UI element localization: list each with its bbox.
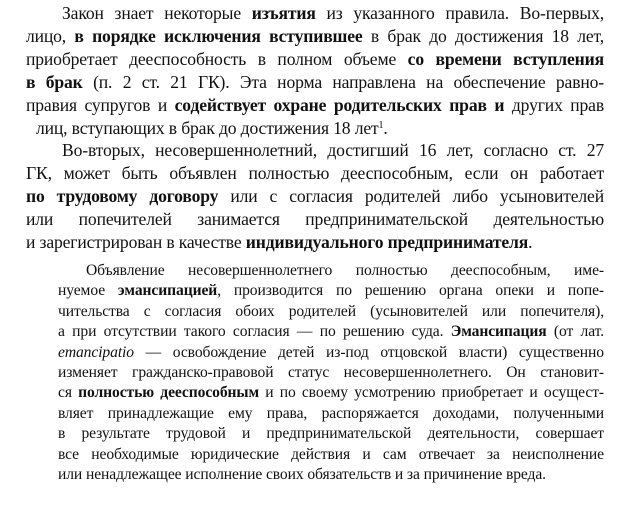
text-run: чительства с согласия обоих родителей (усыновителей или попечителя), — [58, 302, 604, 320]
text-line — [26, 185, 604, 208]
bold-term: изъятия — [251, 3, 316, 23]
footnote-marker: 1 — [378, 119, 384, 131]
text-run: — освобождение детей из-под отцовской власти) существенно — [134, 343, 604, 361]
bold-term: со времени вступления — [407, 48, 605, 69]
text-line — [26, 162, 604, 185]
bold-term: Эмансипация — [450, 323, 547, 341]
bold-term: в порядке исключения вступившее — [74, 25, 363, 46]
text-run: в брак до достижения 18 лет, — [362, 25, 604, 46]
text-line — [26, 139, 604, 162]
text-line — [26, 208, 604, 231]
text-run: а при отсутствии такого согласия — по решению суда. — [58, 323, 451, 341]
text-run: в результате трудовой и предпринимательской деятельности, совершает — [58, 425, 604, 443]
text-run: Во-вторых, несовершеннолетний, достигший 16 лет, согласно ст. 27 — [62, 140, 604, 161]
text-line — [26, 25, 604, 48]
text-line — [58, 261, 604, 281]
text-run: нуемое — [58, 282, 118, 300]
text-line — [58, 445, 604, 465]
text-line — [58, 383, 604, 403]
text-run: и по своему усмотрению приобретает и осущест- — [259, 384, 604, 402]
bold-term: в брак — [26, 71, 83, 92]
text-line — [58, 302, 604, 322]
text-line — [26, 117, 604, 140]
text-run: или ненадлежащее исполнение своих обязательств и за причинение вреда. — [58, 466, 546, 484]
text-run: ся — [58, 384, 79, 402]
text-line — [26, 2, 604, 25]
text-run: (от лат. — [546, 323, 604, 341]
text-run: Закон знает некоторые — [62, 3, 252, 23]
text-run: и зарегистрирован в качестве — [26, 232, 246, 253]
italic-term: emancipatio — [58, 343, 134, 361]
text-run: правия супругов и — [26, 94, 175, 115]
main-text-block — [26, 2, 604, 254]
text-run: из указанного правила. Во-первых, — [315, 3, 604, 23]
text-run: все необходимые юридические действия и сам отвечает за неисполнение — [58, 445, 604, 463]
bold-term: полностью дееспособным — [78, 384, 260, 402]
text-run: или с согласия родителей либо усыновителей — [218, 186, 604, 207]
text-run: или попечителей занимается предпринимательской деятельностью — [26, 209, 604, 230]
text-line — [58, 322, 604, 342]
text-run: других прав — [504, 94, 604, 115]
text-line — [58, 281, 604, 301]
text-line — [26, 48, 604, 71]
text-run: изменяет гражданско-правовой статус несовершеннолетнего. Он становит- — [58, 364, 604, 382]
text-line — [58, 343, 604, 363]
bold-term: индивидуального предпринимателя — [245, 232, 529, 253]
text-line — [26, 231, 604, 254]
text-line — [58, 363, 604, 383]
text-run: лицо, — [26, 25, 75, 46]
text-run: приобретает дееспособность в полном объеме — [26, 48, 408, 69]
text-run: лиц, вступающих в брак до достижения 18 лет — [36, 117, 379, 138]
text-line — [58, 424, 604, 444]
text-run: . — [528, 232, 533, 253]
text-line — [58, 465, 604, 485]
text-line — [26, 94, 604, 117]
text-run: . — [383, 117, 388, 138]
text-run: (п. 2 ст. 21 ГК). Эта норма направлена на обеспечение равно- — [82, 71, 604, 92]
bold-term: эмансипацией — [117, 282, 218, 300]
text-run: Объявление несовершеннолетнего полностью дееспособным, име- — [86, 262, 604, 279]
text-run: , производится по решению органа опеки и попе- — [217, 282, 604, 300]
bold-term: по трудовому договору — [26, 186, 219, 207]
text-line — [58, 404, 604, 424]
sidebar-text-block — [58, 261, 604, 485]
text-line — [26, 71, 604, 94]
text-run: ГК, может быть объявлен полностью дееспособным, если он работает — [26, 163, 604, 184]
text-run: вляет принадлежащие ему права, распоряжается доходами, полученными — [58, 404, 604, 422]
bold-term: содействует охране родительских прав и — [174, 94, 505, 115]
